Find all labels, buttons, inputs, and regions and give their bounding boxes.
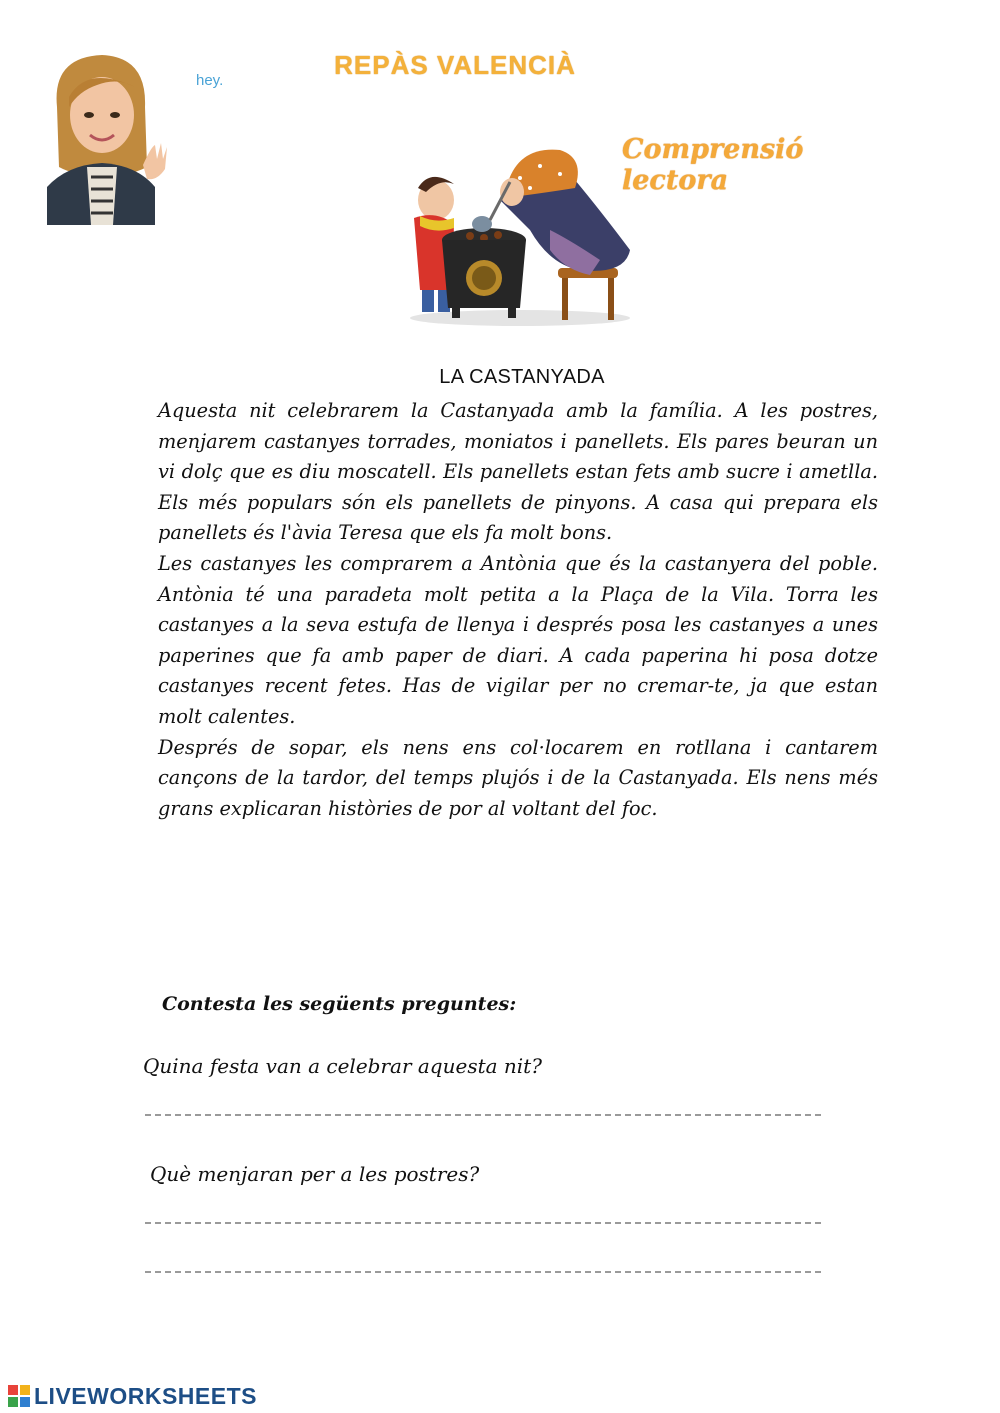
answer-line-2[interactable] (145, 1222, 821, 1224)
story-text (158, 396, 878, 824)
question-1: Quina festa van a celebrar aquesta nit? (143, 1054, 542, 1078)
story-paragraph: Després de sopar, els nens ens col·locarem en rotllana i cantarem cançons de la tardor, del temps plujós i de la Castanyada. Els nens més grans explicaran històries de por al voltant del foc. (158, 735, 878, 820)
story-paragraph: Aquesta nit celebrarem la Castanyada amb la família. A les postres, menjarem castanyes torrades, moniatos i panellets. Els pares beuran un vi dolç que es diu moscatell. Els panellets estan fets amb sucre i ametlla. Els més populars són els panellets de pinyons. A casa qui prepara els panellets és l'àvia Teresa que els fa molt bons. (158, 399, 878, 545)
teacher-avatar (47, 47, 167, 225)
answer-line-1[interactable] (145, 1114, 821, 1116)
story-paragraph: Les castanyes les comprarem a Antònia que és la castanyera del poble. Antònia té una paradeta molt petita a la Plaça de la Vila. Torra les castanyes a la seva estufa de llenya i després posa les castanyes a unes paperines que fa amb paper de diari. A cada paperina hi posa dotze castanyes recent fetes. Has de vigilar per no cremar-te, ja que estan molt calentes. (158, 551, 878, 728)
greeting-text: hey. (196, 72, 224, 89)
chestnut-roasting-illustration (400, 140, 640, 330)
avatar-illustration (47, 47, 167, 225)
questions-heading: Contesta les següents preguntes: (162, 993, 517, 1015)
story-title: LA CASTANYADA (439, 366, 605, 388)
liveworksheets-brand[interactable] (8, 1383, 257, 1409)
brand-name: LIVEWORKSHEETS (34, 1382, 257, 1409)
answer-line-3[interactable] (145, 1271, 821, 1273)
page-title: REPÀS VALENCIÀ (334, 50, 576, 80)
page-subtitle: Comprensió lectora (622, 134, 804, 196)
question-2: Què menjaran per a les postres? (150, 1162, 480, 1186)
liveworksheets-logo-icon (8, 1385, 30, 1407)
